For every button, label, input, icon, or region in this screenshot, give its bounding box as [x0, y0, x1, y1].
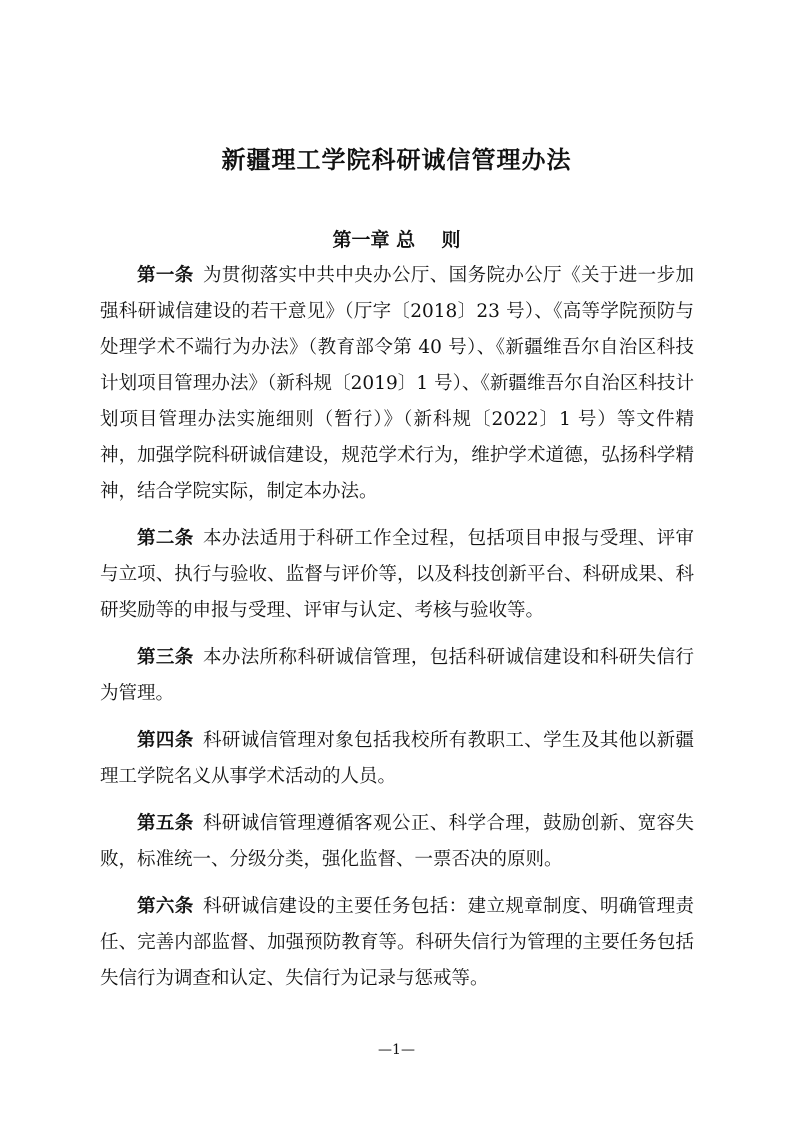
page-number: —1—	[378, 1042, 415, 1058]
article-text: 科研诚信管理对象包括我校所有教职工、学生及其他以新疆理工学院名义从事学术活动的人员。	[100, 730, 694, 787]
article-5	[100, 806, 694, 878]
article-label: 第五条	[137, 813, 194, 834]
article-text: 本办法所称科研诚信管理，包括科研诚信建设和科研失信行为管理。	[100, 647, 694, 704]
article-3	[100, 640, 694, 712]
article-text: 科研诚信建设的主要任务包括：建立规章制度、明确管理责任、完善内部监督、加强预防教育等。科研失信行为管理的主要任务包括失信行为调查和认定、失信行为记录与惩戒等。	[100, 896, 694, 989]
document-title: 新疆理工学院科研诚信管理办法	[221, 145, 572, 174]
article-text: 为贯彻落实中共中央办公厅、国务院办公厅《关于进一步加强科研诚信建设的若干意见》（厅字〔2018〕23 号）、《高等学院预防与处理学术不端行为办法》（教育部令第 40 号）、《新疆维吾尔自治区科技计划项目管理办法》（新科规〔2019〕1 号）、《新疆维吾尔自治区科技计划项目管理办法实施细则（暂行）》（新科规〔2022〕1 号）等文件精神，加强学院科研诚信建设，规范学术行为，维护学术道德，弘扬科学精神，结合学院实际，制定本办法。	[100, 265, 694, 502]
article-2	[100, 521, 694, 629]
article-label: 第一条	[137, 265, 194, 286]
article-label: 第三条	[137, 647, 194, 668]
article-label: 第六条	[137, 896, 194, 917]
document-body	[100, 258, 694, 1008]
article-1	[100, 258, 694, 510]
article-label: 第二条	[137, 528, 194, 549]
article-text: 本办法适用于科研工作全过程，包括项目申报与受理、评审与立项、执行与验收、监督与评价等，以及科技创新平台、科研成果、科研奖励等的申报与受理、评审与认定、考核与验收等。	[100, 528, 694, 621]
article-4	[100, 723, 694, 795]
article-label: 第四条	[137, 730, 194, 751]
article-6	[100, 889, 694, 997]
chapter-heading: 第一章 总 则	[332, 229, 461, 251]
article-text: 科研诚信管理遵循客观公正、科学合理，鼓励创新、宽容失败，标准统一、分级分类，强化监督、一票否决的原则。	[100, 813, 694, 870]
